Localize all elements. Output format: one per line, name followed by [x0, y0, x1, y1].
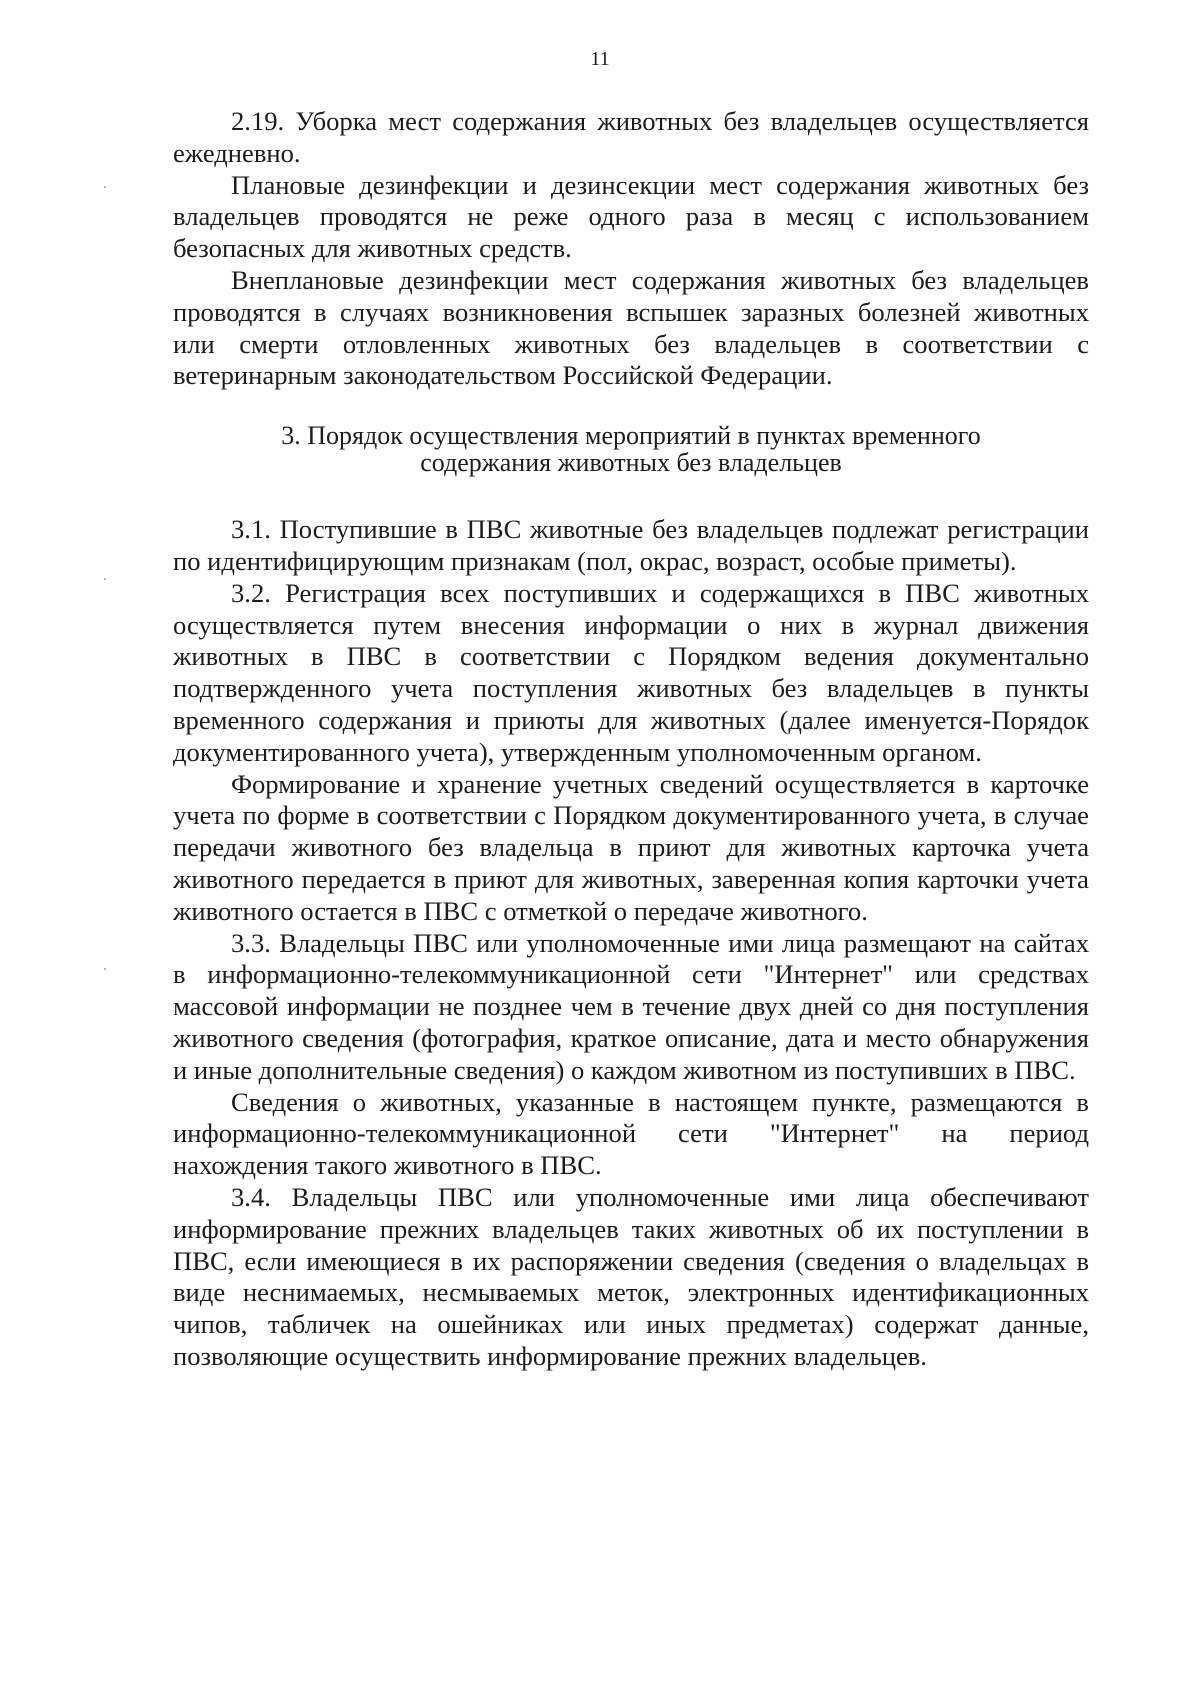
document-body: [173, 106, 1089, 1373]
paragraph-2-19: 2.19. Уборка мест содержания животных без владельцев осуществляется ежедневно.: [173, 106, 1089, 168]
paragraph-3-4: 3.4. Владельцы ПВС или уполномоченные ими лица обеспечивают информирование прежних владельцев таких животных об их поступлении в ПВС, если имеющиеся в их распоряжении сведения (сведения о владельцах в виде неснимаемых, несмываемых меток, электронных идентификационных чипов, табличек на ошейниках или иных предметах) содержат данные, позволяющие осуществить информирование прежних владельцев.: [173, 1181, 1089, 1371]
paragraph-planned-disinfection: Плановые дезинфекции и дезинсекции мест содержания животных без владельцев проводятся не реже одного раза в месяц с использованием безопасных для животных средств.: [173, 169, 1089, 264]
page-number: 11: [590, 48, 610, 70]
scan-mark: [104, 186, 106, 188]
paragraph-unplanned-disinfection: Внеплановые дезинфекции мест содержания животных без владельцев проводятся в случаях возникновения вспышек заразных болезней животных или смерти отловленных животных без владельцев в соответствии с ветеринарным законодательством Российской Федерации.: [173, 264, 1089, 391]
paragraph-internet-info: Сведения о животных, указанные в настоящем пункте, размещаются в информационно-телекоммуникационной сети "Интернет" на период нахождения такого животного в ПВС.: [173, 1086, 1089, 1181]
paragraph-3-1: 3.1. Поступившие в ПВС животные без владельцев подлежат регистрации по идентифицирующим признакам (пол, окрас, возраст, особые приметы).: [173, 514, 1089, 576]
scan-mark: [104, 968, 106, 970]
scan-mark: [104, 578, 106, 580]
section-heading: [173, 422, 1089, 476]
paragraph-3-3: 3.3. Владельцы ПВС или уполномоченные ими лица размещают на сайтах в информационно-телекоммуникационной сети "Интернет" или средствах массовой информации не позднее чем в течение двух дней со дня поступления животного сведения (фотография, краткое описание, дата и место обнаружения и иные дополнительные сведения) о каждом животном из поступивших в ПВС.: [173, 927, 1089, 1085]
paragraph-record-forming: Формирование и хранение учетных сведений осуществляется в карточке учета по форме в соответствии с Порядком документированного учета, в случае передачи животного без владельца в приют для животных карточка учета животного передается в приют для животных, заверенная копия карточки учета животного остается в ПВС с отметкой о передаче животного.: [173, 768, 1089, 926]
section-heading-line: содержания животных без владельцев: [420, 448, 842, 478]
section-heading-line: 3. Порядок осуществления мероприятий в пунктах временного: [281, 421, 981, 451]
paragraph-3-2: 3.2. Регистрация всех поступивших и содержащихся в ПВС животных осуществляется путем внесения информации о них в журнал движения животных в ПВС в соответствии с Порядком ведения документально подтвержденного учета поступления животных без владельцев в пункты временного содержания и приюты для животных (далее именуется-Порядок документированного учета), утвержденным уполномоченным органом.: [173, 577, 1089, 767]
